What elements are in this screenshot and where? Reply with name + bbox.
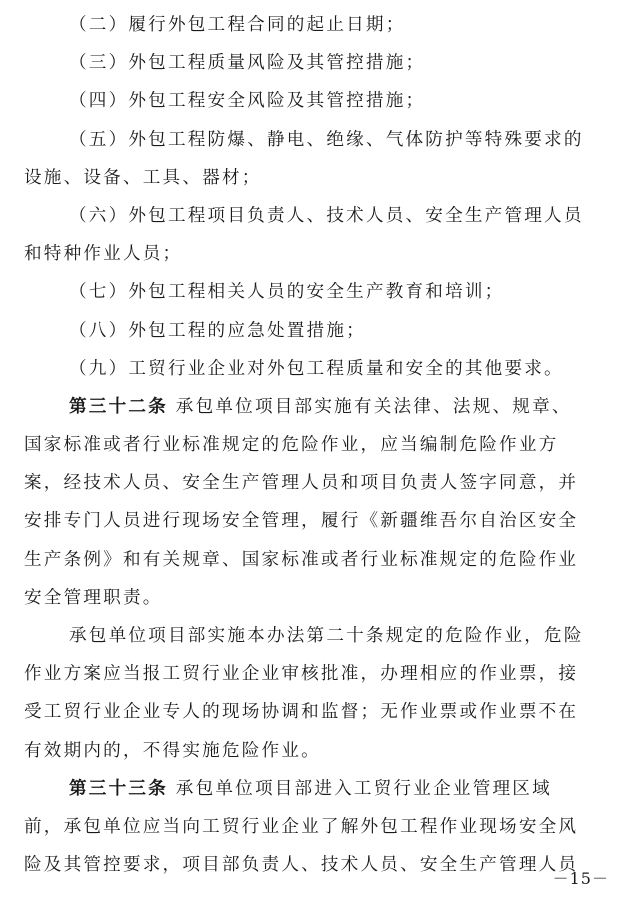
line-text: （六）外包工程项目负责人、技术人员、安全生产管理人员: [69, 205, 584, 226]
article-number: 第三十二条: [69, 395, 168, 417]
line-text: 有效期内的，不得实施危险作业。: [24, 740, 321, 761]
line-text: （四）外包工程安全风险及其管控措施；: [69, 91, 426, 112]
line-text: （二）履行外包工程合同的起止日期；: [69, 15, 406, 35]
article-33-line: [24, 846, 616, 884]
line-text: （九）工贸行业企业对外包工程质量和安全的其他要求。: [69, 358, 564, 379]
line-text: 承包单位项目部实施本办法第二十条规定的危险作业，危险: [69, 626, 584, 646]
article-32-paragraph-2-line: [24, 655, 616, 693]
line-text: （三）外包工程质量风险及其管控措施；: [69, 53, 426, 74]
list-item-7: [24, 273, 616, 311]
line-text: 案，经技术人员、安全生产管理人员和项目负责人签字同意，并: [24, 473, 579, 494]
list-item-5-continuation: [24, 159, 616, 197]
line-text: （七）外包工程相关人员的安全生产教育和培训；: [69, 282, 505, 303]
article-32-line: [24, 502, 616, 540]
page-number: －15－: [552, 869, 609, 888]
line-text: 和特种作业人员；: [24, 244, 183, 265]
line-text: 作业方案应当报工贸行业企业审核批准，办理相应的作业票，接: [24, 664, 579, 685]
article-32-line: [24, 579, 616, 617]
article-32-heading-line: [24, 388, 616, 426]
article-32-line: [24, 464, 616, 502]
list-item-3: [24, 44, 616, 82]
article-32-line: [24, 426, 616, 464]
line-text: （五）外包工程防爆、静电、绝缘、气体防护等特殊要求的: [69, 129, 584, 150]
line-text: （八）外包工程的应急处置措施；: [69, 320, 366, 341]
line-text: 承包单位项目部进入工贸行业企业管理区域: [175, 778, 552, 799]
list-item-2: [24, 6, 616, 44]
line-text: 险及其管控要求，项目部负责人、技术人员、安全生产管理人员: [24, 855, 579, 876]
article-32-paragraph-2: [24, 617, 616, 655]
list-item-5: [24, 121, 616, 159]
list-item-9: [24, 350, 616, 388]
article-33-line: [24, 808, 616, 846]
article-33-heading-line: [24, 770, 616, 808]
line-text: 前，承包单位应当向工贸行业企业了解外包工程作业现场安全风: [24, 816, 579, 837]
line-text: 安全管理职责。: [24, 587, 163, 608]
list-item-8: [24, 312, 616, 350]
line-text: 受工贸行业企业专人的现场协调和监督；无作业票或作业票不在: [24, 702, 579, 723]
list-item-6-continuation: [24, 235, 616, 273]
line-text: 承包单位项目部实施有关法律、法规、规章、: [175, 396, 572, 417]
article-32-paragraph-2-line: [24, 693, 616, 731]
document-body: [24, 6, 616, 884]
list-item-4: [24, 82, 616, 120]
line-text: 生产条例》和有关规章、国家标准或者行业标准规定的危险作业: [24, 549, 579, 570]
list-item-6: [24, 197, 616, 235]
article-number: 第三十三条: [69, 777, 168, 799]
line-text: 安排专门人员进行现场安全管理，履行《新疆维吾尔自治区安全: [24, 511, 579, 532]
article-32-paragraph-2-line: [24, 732, 616, 770]
line-text: 设施、设备、工具、器材；: [24, 167, 262, 188]
article-32-line: [24, 541, 616, 579]
line-text: 国家标准或者行业标准规定的危险作业，应当编制危险作业方: [24, 435, 559, 456]
